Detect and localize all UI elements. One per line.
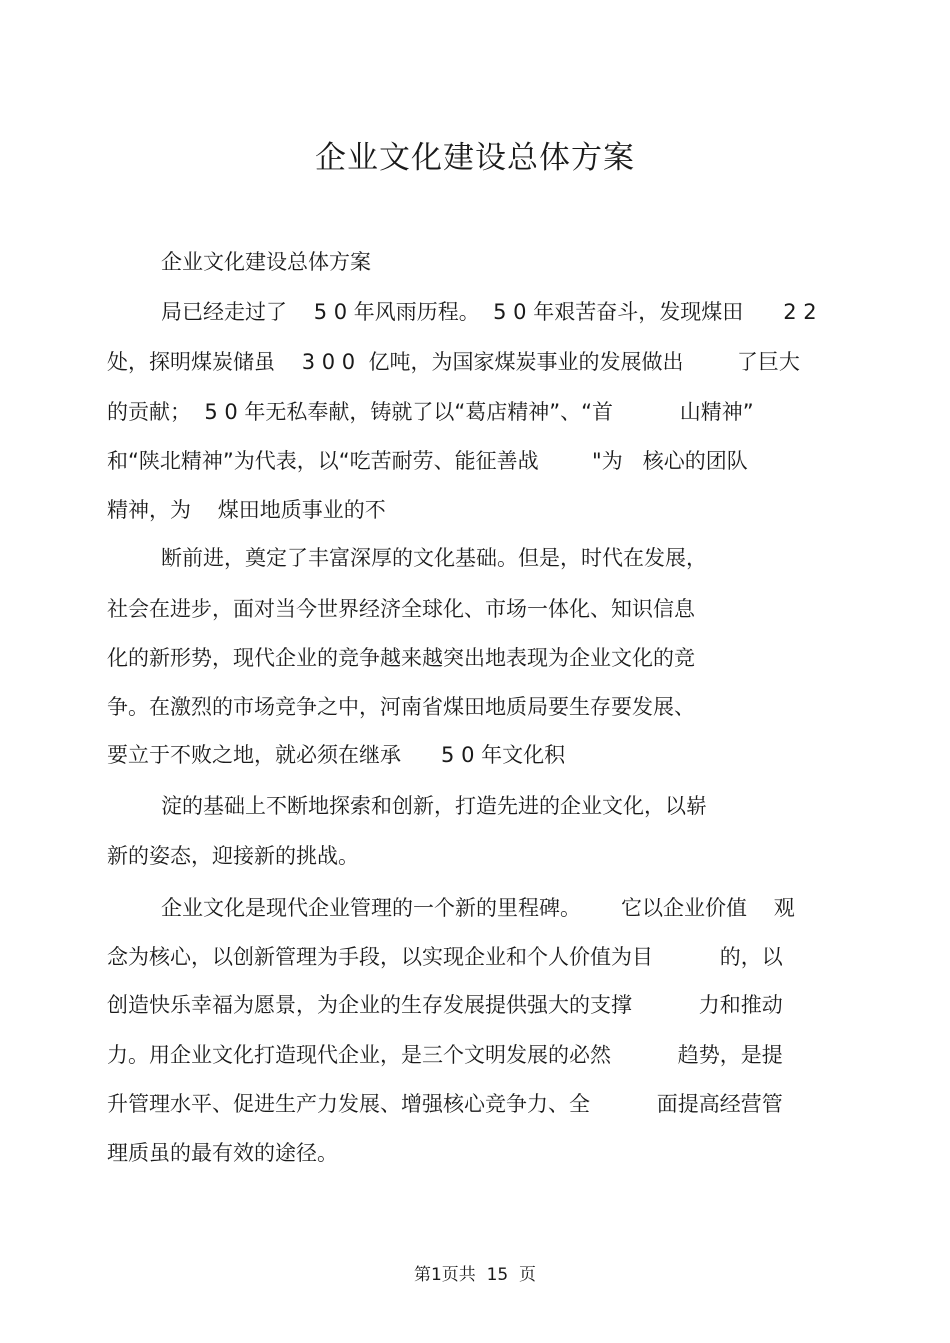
text-line-2: 局已经走过了 5 0 年风雨历程。 5 0 年艰苦奋斗，发现煤田 2 2 — [161, 300, 817, 324]
text-line-14: 企业文化是现代企业管理的一个新的里程碑。 它以企业价值 观 — [161, 896, 795, 920]
text-line-11: 要立于不败之地，就必须在继承 5 0 年文化积 — [107, 743, 566, 767]
page-number-footer: 第1页共 15 页 — [413, 1265, 537, 1285]
text-line-13: 新的姿态，迎接新的挑战。 — [107, 844, 359, 868]
text-line-1: 企业文化建设总体方案 — [161, 250, 371, 274]
text-line-8: 社会在进步，面对当今世界经济全球化、市场一体化、知识信息 — [107, 597, 695, 621]
text-line-12: 淀的基础上不断地探索和创新，打造先进的企业文化，以崭 — [161, 794, 707, 818]
text-line-3: 处，探明煤炭储虽 3 0 0 亿吨，为国家煤炭事业的发展做出 了巨大 — [107, 350, 800, 374]
text-line-5: 和“陕北精神”为代表，以“吃苦耐劳、能征善战 "为 核心的团队 — [107, 449, 748, 473]
document-title: 企业文化建设总体方案 — [315, 140, 635, 176]
text-line-9: 化的新形势，现代企业的竞争越来越突出地表现为企业文化的竞 — [107, 646, 695, 670]
text-line-19: 理质虽的最有效的途径。 — [107, 1141, 338, 1165]
text-line-15: 念为核心，以创新管理为手段，以实现企业和个人价值为目 的，以 — [107, 945, 783, 969]
text-line-4: 的贡献； 5 0 年无私奉献，铸就了以“葛店精神”、“首 山精神” — [107, 400, 754, 424]
text-line-17: 力。用企业文化打造现代企业，是三个文明发展的必然 趋势，是提 — [107, 1043, 783, 1067]
text-line-7: 断前进，奠定了丰富深厚的文化基础。但是，时代在发展， — [161, 546, 707, 570]
text-line-16: 创造快乐幸福为愿景，为企业的生存发展提供强大的支撑 力和推动 — [107, 993, 783, 1017]
text-line-18: 升管理水平、促进生产力发展、增强核心竞争力、全 面提高经营管 — [107, 1092, 783, 1116]
text-line-6: 精神，为 煤田地质事业的不 — [107, 498, 386, 522]
text-line-10: 争。在激烈的市场竞争之中，河南省煤田地质局要生存要发展、 — [107, 695, 695, 719]
